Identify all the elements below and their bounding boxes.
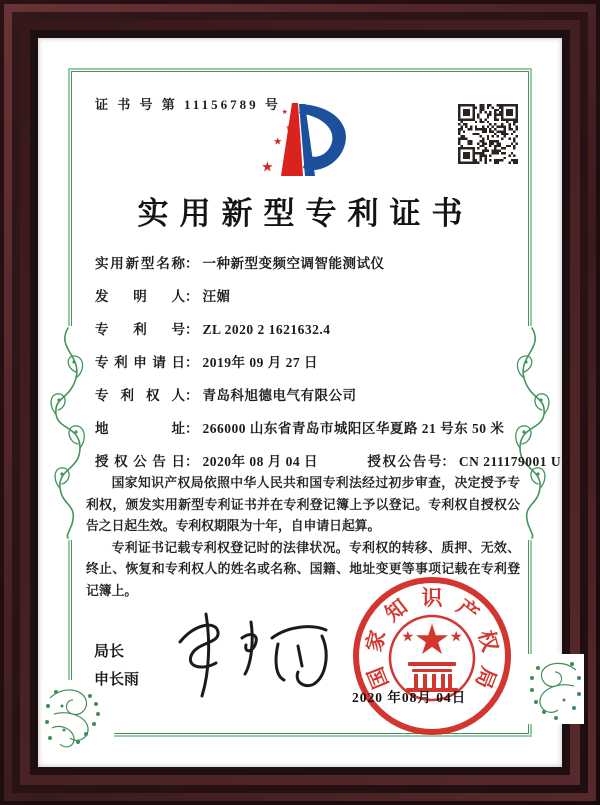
grant-no-group: 授权公告号： CN 211179001 U bbox=[367, 450, 561, 470]
signature-shen-changyu bbox=[166, 608, 346, 713]
signer-title: 局长 bbox=[94, 644, 125, 660]
field-value-inventor: 汪媚 bbox=[202, 289, 231, 304]
seal-emblem bbox=[402, 624, 462, 692]
field-row: 实用新型名称： 一种新型变频空调智能测试仪 bbox=[95, 252, 515, 285]
field-row: 专利申请日： 2019年 09 月 27 日 bbox=[95, 351, 515, 384]
svg-text:家: 家 bbox=[361, 627, 391, 655]
field-value-filing-date: 2019年 09 月 27 日 bbox=[202, 355, 318, 370]
certificate-fields bbox=[95, 252, 562, 483]
certificate-paper bbox=[38, 38, 562, 767]
field-row: 专利号： ZL 2020 2 1621632.4 bbox=[95, 318, 515, 351]
certificate-number: 证 书 号 第 11156789 号 bbox=[95, 97, 281, 112]
svg-text:知: 知 bbox=[380, 594, 412, 627]
field-label: 授权公告号 bbox=[367, 454, 442, 469]
field-value-patent-no: ZL 2020 2 1621632.4 bbox=[202, 322, 331, 337]
svg-text:局: 局 bbox=[470, 663, 501, 692]
field-row: 地址： 266000 山东省青岛市城阳区华夏路 21 号东 50 米 bbox=[95, 417, 515, 450]
field-value-address: 266000 山东省青岛市城阳区华夏路 21 号东 50 米 bbox=[202, 421, 505, 436]
cnipa-logo bbox=[239, 94, 361, 191]
field-value-grant-date: 2020年 08 月 04 日 bbox=[202, 454, 318, 469]
field-value-patent-name: 一种新型变频空调智能测试仪 bbox=[202, 256, 385, 271]
certificate-title: 实用新型专利证书 bbox=[137, 196, 474, 231]
svg-text:国: 国 bbox=[363, 663, 394, 692]
official-seal bbox=[344, 568, 520, 749]
field-row: 专利权人： 青岛科旭德电气有限公司 bbox=[95, 384, 515, 417]
field-label: 发明人 bbox=[95, 289, 185, 304]
signer-name: 申长雨 bbox=[94, 672, 140, 688]
field-label: 专利申请日 bbox=[95, 355, 185, 370]
left-vine-ornament bbox=[46, 326, 90, 540]
field-row: 授权公告日： 2020年 08 月 04 日 授权公告号： CN 211179001 U bbox=[95, 450, 515, 483]
field-label: 地址 bbox=[95, 421, 185, 436]
field-value-grant-no: CN 211179001 U bbox=[458, 454, 562, 469]
svg-text:权: 权 bbox=[473, 627, 503, 655]
field-label: 专利号 bbox=[95, 322, 185, 337]
signer-block bbox=[94, 638, 139, 694]
seal-date: 2020 年08月 04日 bbox=[352, 690, 467, 705]
legal-paragraph-2: 专利证书记载专利权登记时的法律状况。专利权的转移、质押、无效、终止、恢复和专利权人的姓名或名称、国籍、地址变更等事项记载在专利登记簿上。 bbox=[86, 540, 520, 598]
qr-code bbox=[458, 104, 518, 169]
field-label: 实用新型名称 bbox=[95, 256, 185, 271]
bottom-right-floral-ornament bbox=[520, 654, 584, 724]
svg-text:识: 识 bbox=[421, 586, 443, 610]
legal-paragraph-1: 国家知识产权局依照中华人民共和国专利法经过初步审查，决定授予专利权，颁发实用新型专利证书并在专利登记簿上予以登记。专利权自授权公告之日起生效。专利权期限为十年，自申请日起算。 bbox=[86, 476, 520, 533]
field-label: 专利权人 bbox=[95, 388, 185, 403]
svg-text:产: 产 bbox=[452, 594, 484, 627]
field-value-patentee: 青岛科旭德电气有限公司 bbox=[202, 388, 357, 403]
field-row: 发明人： 汪媚 bbox=[95, 285, 515, 318]
field-label: 授权公告日 bbox=[95, 454, 185, 469]
